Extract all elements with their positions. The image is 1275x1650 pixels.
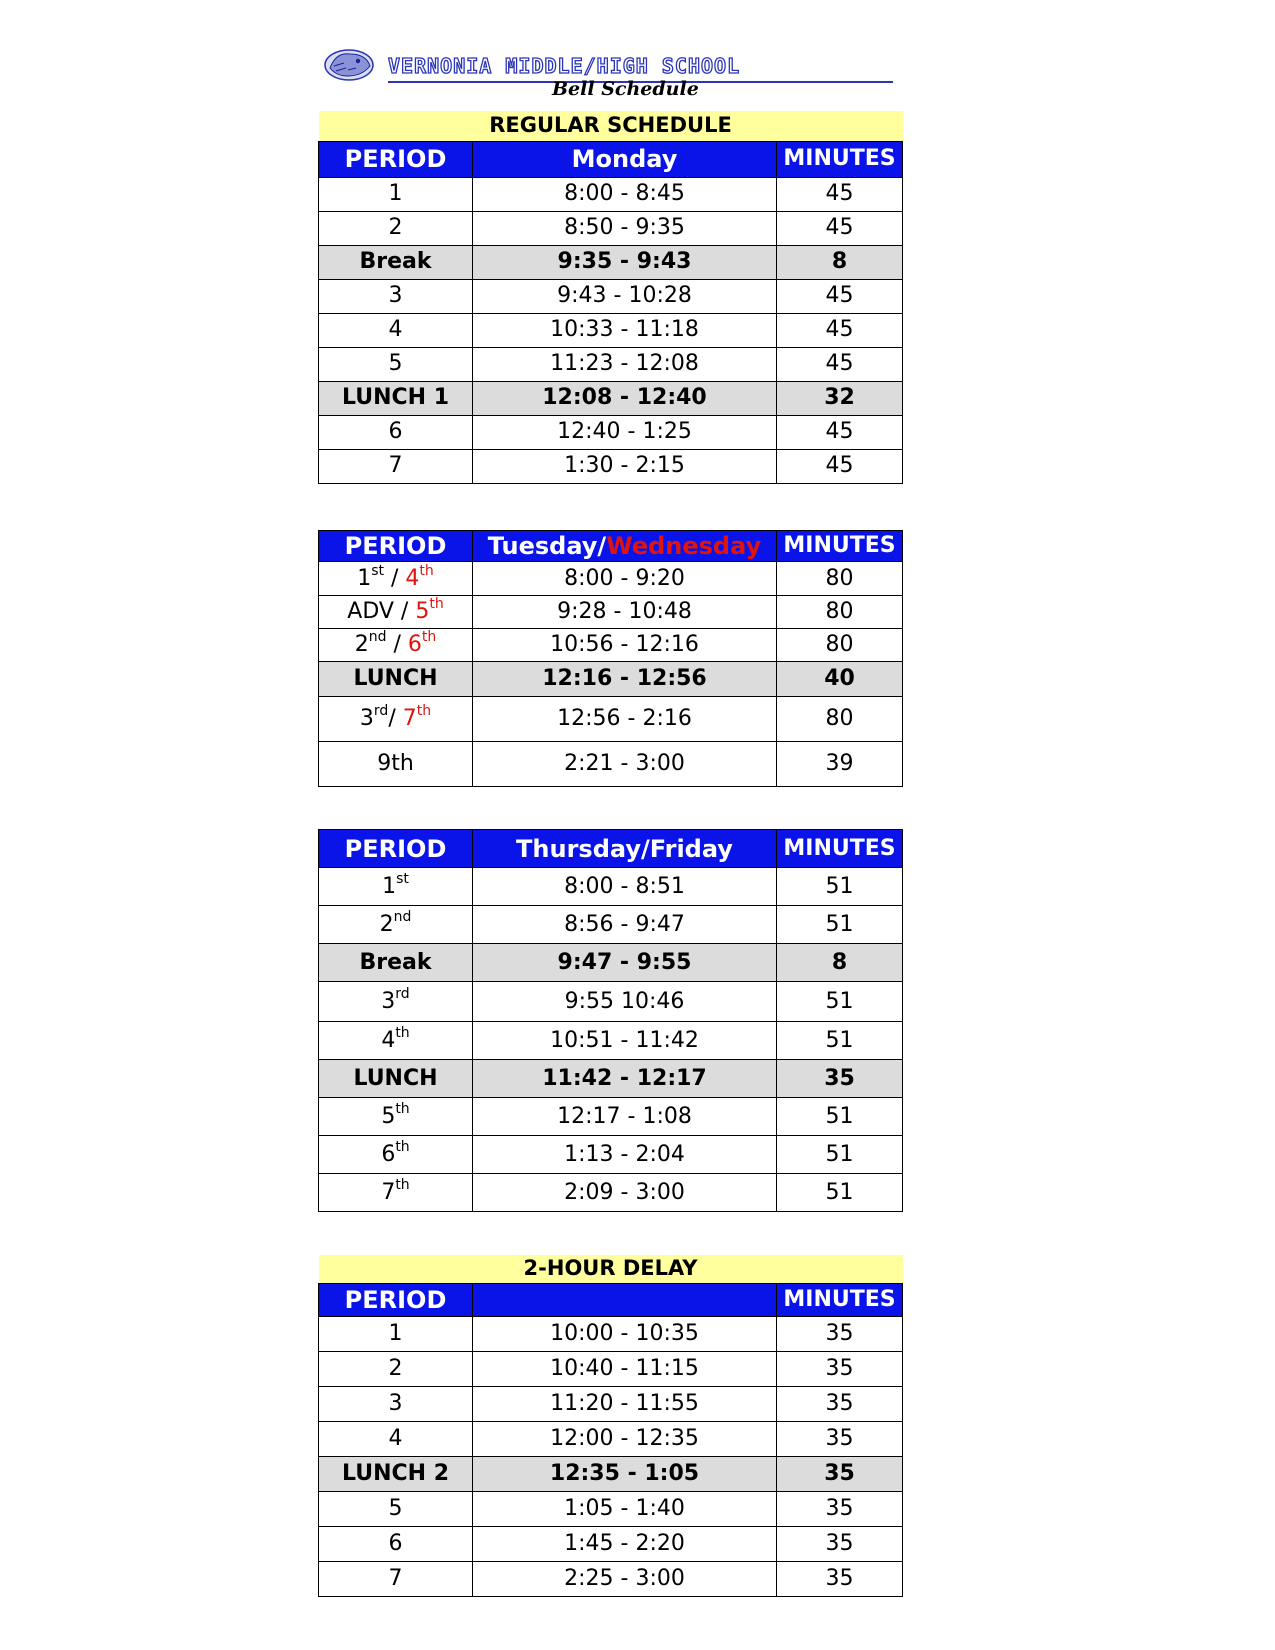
banner-label: REGULAR SCHEDULE bbox=[319, 111, 903, 141]
time-cell: 8:50 - 9:35 bbox=[473, 211, 777, 245]
page-subtitle: Bell Schedule bbox=[552, 78, 699, 100]
period-b-suffix: th bbox=[429, 596, 444, 612]
school-name: VERNONIA MIDDLE/HIGH SCHOOL bbox=[388, 51, 893, 83]
period-header: PERIOD bbox=[319, 1283, 473, 1316]
minutes-cell: 80 bbox=[777, 596, 903, 629]
time-cell: 12:00 - 12:35 bbox=[473, 1421, 777, 1456]
period-cell: 5 bbox=[319, 1491, 473, 1526]
table-row bbox=[319, 1060, 903, 1098]
minutes-cell: 51 bbox=[777, 906, 903, 944]
time-cell: 12:35 - 1:05 bbox=[473, 1456, 777, 1491]
table-row bbox=[319, 347, 903, 381]
regular-header-row bbox=[319, 141, 903, 177]
delay-header-row bbox=[319, 1283, 903, 1316]
period-cell: LUNCH bbox=[319, 662, 473, 697]
period-cell: 7 bbox=[319, 449, 473, 483]
time-cell: 2:09 - 3:00 bbox=[473, 1174, 777, 1212]
thufri-header-row bbox=[319, 830, 903, 868]
table-row bbox=[319, 697, 903, 742]
table-row bbox=[319, 1561, 903, 1596]
minutes-cell: 80 bbox=[777, 629, 903, 662]
period-cell: 1 bbox=[319, 1316, 473, 1351]
table-row bbox=[319, 1491, 903, 1526]
regular-schedule-banner bbox=[319, 111, 903, 141]
period-number: 7 bbox=[381, 1179, 396, 1205]
period-cell: 4 bbox=[319, 313, 473, 347]
minutes-cell: 35 bbox=[777, 1351, 903, 1386]
time-cell: 9:47 - 9:55 bbox=[473, 944, 777, 982]
period-cell: 7 bbox=[319, 1561, 473, 1596]
period-cell bbox=[319, 868, 473, 906]
period-cell: 6 bbox=[319, 1526, 473, 1561]
period-cell: Break bbox=[319, 245, 473, 279]
period-cell: LUNCH bbox=[319, 1060, 473, 1098]
table-row bbox=[319, 742, 903, 787]
table-row bbox=[319, 1174, 903, 1212]
minutes-cell: 51 bbox=[777, 1022, 903, 1060]
period-cell: 3 bbox=[319, 279, 473, 313]
day-header-wednesday: Wednesday bbox=[606, 532, 762, 560]
period-cell: 2 bbox=[319, 211, 473, 245]
table-row bbox=[319, 596, 903, 629]
period-suffix: th bbox=[395, 1024, 410, 1041]
period-b: 5 bbox=[415, 599, 430, 624]
table-row bbox=[319, 415, 903, 449]
period-cell bbox=[319, 562, 473, 596]
tuewed-header-row bbox=[319, 531, 903, 562]
period-cell bbox=[319, 982, 473, 1022]
period-suffix: rd bbox=[395, 985, 410, 1002]
period-suffix: th bbox=[395, 1138, 410, 1155]
time-cell: 12:40 - 1:25 bbox=[473, 415, 777, 449]
period-separator: / bbox=[388, 706, 403, 731]
period-cell: 2 bbox=[319, 1351, 473, 1386]
period-cell bbox=[319, 1022, 473, 1060]
table-row bbox=[319, 381, 903, 415]
minutes-cell: 51 bbox=[777, 982, 903, 1022]
table-row bbox=[319, 1421, 903, 1456]
period-a-suffix: st bbox=[371, 562, 384, 579]
time-cell: 12:17 - 1:08 bbox=[473, 1098, 777, 1136]
period-header: PERIOD bbox=[319, 531, 473, 562]
time-cell: 8:00 - 9:20 bbox=[473, 562, 777, 596]
period-suffix: nd bbox=[393, 908, 412, 925]
period-a: 3 bbox=[359, 706, 374, 731]
minutes-cell: 45 bbox=[777, 449, 903, 483]
period-a: 2 bbox=[354, 632, 369, 657]
time-cell: 1:30 - 2:15 bbox=[473, 449, 777, 483]
period-cell bbox=[319, 596, 473, 629]
time-cell: 2:25 - 3:00 bbox=[473, 1561, 777, 1596]
table-row bbox=[319, 562, 903, 596]
period-separator: / bbox=[384, 565, 406, 591]
period-cell bbox=[319, 697, 473, 742]
thursday-friday-table bbox=[318, 829, 903, 1212]
time-cell: 8:56 - 9:47 bbox=[473, 906, 777, 944]
minutes-cell: 51 bbox=[777, 1098, 903, 1136]
minutes-cell: 35 bbox=[777, 1060, 903, 1098]
minutes-header: MINUTES bbox=[777, 531, 903, 562]
period-b: 7 bbox=[402, 706, 417, 731]
minutes-cell: 45 bbox=[777, 177, 903, 211]
time-cell: 11:42 - 12:17 bbox=[473, 1060, 777, 1098]
period-cell bbox=[319, 1098, 473, 1136]
period-suffix: th bbox=[395, 1176, 410, 1193]
time-cell: 12:08 - 12:40 bbox=[473, 381, 777, 415]
table-row bbox=[319, 1351, 903, 1386]
period-separator: / bbox=[393, 599, 416, 624]
time-cell: 1:05 - 1:40 bbox=[473, 1491, 777, 1526]
minutes-cell: 80 bbox=[777, 562, 903, 596]
table-row bbox=[319, 313, 903, 347]
period-cell: 3 bbox=[319, 1386, 473, 1421]
period-b-suffix: th bbox=[419, 562, 434, 579]
time-cell: 10:33 - 11:18 bbox=[473, 313, 777, 347]
minutes-cell: 35 bbox=[777, 1526, 903, 1561]
table-row bbox=[319, 177, 903, 211]
period-suffix: th bbox=[395, 1100, 410, 1117]
table-row bbox=[319, 982, 903, 1022]
day-header bbox=[473, 1283, 777, 1316]
time-cell: 9:43 - 10:28 bbox=[473, 279, 777, 313]
page-header bbox=[322, 46, 892, 104]
table-row bbox=[319, 906, 903, 944]
period-a: 1 bbox=[357, 565, 372, 591]
minutes-cell: 32 bbox=[777, 381, 903, 415]
period-cell: Break bbox=[319, 944, 473, 982]
period-number: 5 bbox=[381, 1103, 396, 1129]
minutes-cell: 45 bbox=[777, 279, 903, 313]
day-header: Monday bbox=[473, 141, 777, 177]
period-separator: / bbox=[386, 632, 408, 657]
delay-banner bbox=[319, 1255, 903, 1283]
period-header: PERIOD bbox=[319, 830, 473, 868]
table-row bbox=[319, 245, 903, 279]
period-a: ADV bbox=[347, 599, 394, 624]
period-b: 4 bbox=[405, 565, 420, 591]
table-row bbox=[319, 1316, 903, 1351]
time-cell: 9:28 - 10:48 bbox=[473, 596, 777, 629]
period-b: 6 bbox=[407, 632, 422, 657]
period-number: 6 bbox=[381, 1141, 396, 1167]
table-row bbox=[319, 1386, 903, 1421]
period-a-suffix: rd bbox=[373, 703, 389, 719]
table-row bbox=[319, 868, 903, 906]
time-cell: 11:20 - 11:55 bbox=[473, 1386, 777, 1421]
time-cell: 11:23 - 12:08 bbox=[473, 347, 777, 381]
minutes-cell: 8 bbox=[777, 944, 903, 982]
minutes-cell: 51 bbox=[777, 1174, 903, 1212]
period-cell bbox=[319, 629, 473, 662]
minutes-cell: 8 bbox=[777, 245, 903, 279]
table-row bbox=[319, 629, 903, 662]
school-mascot-logo-icon bbox=[322, 46, 376, 84]
period-cell: 6 bbox=[319, 415, 473, 449]
minutes-cell: 35 bbox=[777, 1561, 903, 1596]
period-cell: LUNCH 2 bbox=[319, 1456, 473, 1491]
time-cell: 1:45 - 2:20 bbox=[473, 1526, 777, 1561]
day-header bbox=[473, 531, 777, 562]
period-cell: 4 bbox=[319, 1421, 473, 1456]
table-row bbox=[319, 1456, 903, 1491]
table-row bbox=[319, 1022, 903, 1060]
time-cell: 10:40 - 11:15 bbox=[473, 1351, 777, 1386]
day-header: Thursday/Friday bbox=[473, 830, 777, 868]
minutes-cell: 80 bbox=[777, 697, 903, 742]
minutes-cell: 51 bbox=[777, 1136, 903, 1174]
period-number: 3 bbox=[381, 988, 396, 1014]
time-cell: 9:55 10:46 bbox=[473, 982, 777, 1022]
period-cell: LUNCH 1 bbox=[319, 381, 473, 415]
minutes-cell: 35 bbox=[777, 1316, 903, 1351]
minutes-cell: 35 bbox=[777, 1386, 903, 1421]
time-cell: 8:00 - 8:51 bbox=[473, 868, 777, 906]
minutes-cell: 40 bbox=[777, 662, 903, 697]
period-cell: 9th bbox=[319, 742, 473, 787]
period-a-suffix: nd bbox=[368, 629, 387, 645]
time-cell: 8:00 - 8:45 bbox=[473, 177, 777, 211]
period-cell bbox=[319, 1174, 473, 1212]
table-row bbox=[319, 1136, 903, 1174]
minutes-cell: 35 bbox=[777, 1491, 903, 1526]
period-number: 2 bbox=[379, 911, 394, 937]
time-cell: 12:56 - 2:16 bbox=[473, 697, 777, 742]
table-row bbox=[319, 1098, 903, 1136]
period-cell bbox=[319, 1136, 473, 1174]
table-row bbox=[319, 279, 903, 313]
table-row bbox=[319, 1526, 903, 1561]
minutes-cell: 39 bbox=[777, 742, 903, 787]
minutes-header: MINUTES bbox=[777, 1283, 903, 1316]
time-cell: 10:00 - 10:35 bbox=[473, 1316, 777, 1351]
period-number: 4 bbox=[381, 1027, 396, 1053]
table-row bbox=[319, 449, 903, 483]
minutes-cell: 45 bbox=[777, 211, 903, 245]
time-cell: 10:56 - 12:16 bbox=[473, 629, 777, 662]
minutes-cell: 45 bbox=[777, 347, 903, 381]
period-cell: 1 bbox=[319, 177, 473, 211]
time-cell: 9:35 - 9:43 bbox=[473, 245, 777, 279]
period-cell bbox=[319, 906, 473, 944]
regular-schedule-table bbox=[318, 111, 903, 484]
minutes-cell: 45 bbox=[777, 415, 903, 449]
time-cell: 1:13 - 2:04 bbox=[473, 1136, 777, 1174]
minutes-cell: 35 bbox=[777, 1456, 903, 1491]
minutes-cell: 35 bbox=[777, 1421, 903, 1456]
period-suffix: st bbox=[396, 870, 409, 887]
two-hour-delay-table bbox=[318, 1255, 903, 1597]
banner-label: 2-HOUR DELAY bbox=[319, 1255, 903, 1283]
table-row bbox=[319, 944, 903, 982]
period-header: PERIOD bbox=[319, 141, 473, 177]
time-cell: 12:16 - 12:56 bbox=[473, 662, 777, 697]
period-number: 1 bbox=[382, 873, 397, 899]
minutes-cell: 45 bbox=[777, 313, 903, 347]
period-b-suffix: th bbox=[421, 629, 437, 645]
time-cell: 2:21 - 3:00 bbox=[473, 742, 777, 787]
table-row bbox=[319, 662, 903, 697]
period-cell: 5 bbox=[319, 347, 473, 381]
table-row bbox=[319, 211, 903, 245]
day-header-tuesday: Tuesday/ bbox=[487, 532, 607, 560]
minutes-header: MINUTES bbox=[777, 141, 903, 177]
minutes-header: MINUTES bbox=[777, 830, 903, 868]
period-b-suffix: th bbox=[416, 703, 432, 719]
time-cell: 10:51 - 11:42 bbox=[473, 1022, 777, 1060]
minutes-cell: 51 bbox=[777, 868, 903, 906]
tuesday-wednesday-table bbox=[318, 530, 903, 787]
